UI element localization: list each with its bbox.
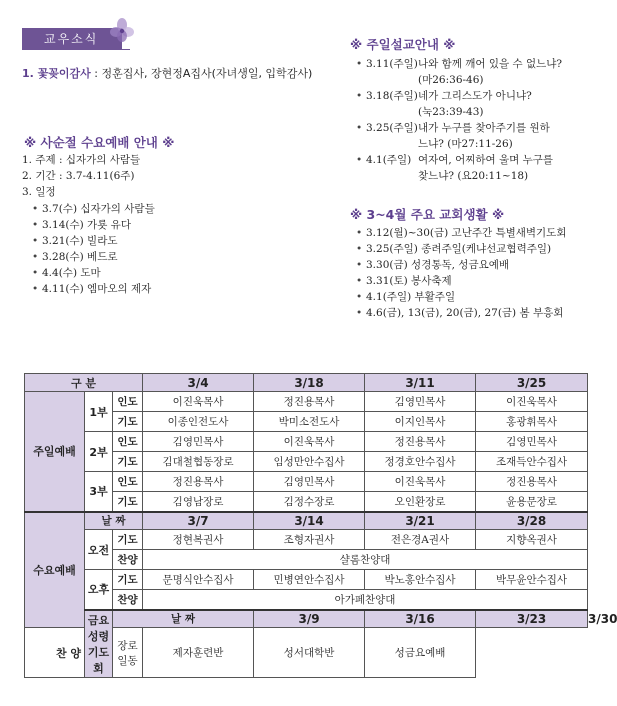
table-cell: 아가페찬양대: [143, 590, 588, 610]
wednesday-date: 3/21: [365, 512, 476, 530]
lent-period: 2. 기간 : 3.7-4.11(6주): [22, 170, 135, 182]
list-item: • 4.1(주일) 부활주일: [346, 289, 586, 305]
table-cell: 샬롬찬양대: [143, 550, 588, 570]
friday-date: 3/16: [365, 610, 476, 628]
table-cell: 홍광휘목사: [476, 412, 588, 432]
date-label: 날 짜: [113, 610, 254, 628]
role-label: 기도: [113, 530, 143, 550]
part-label: 2부: [85, 432, 113, 472]
table-cell: 장로일동: [113, 628, 143, 678]
list-item: [346, 88, 586, 120]
table-cell: 지향옥권사: [476, 530, 588, 550]
flower-icon: [108, 18, 136, 44]
list-item: [346, 120, 586, 152]
lent-title: ※ 사순절 수요예배 안내 ※: [24, 135, 175, 150]
table-cell: 김영민목사: [143, 432, 254, 452]
table-cell: 박무윤안수집사: [476, 570, 588, 590]
sermon-date: • 3.25(주일): [366, 122, 418, 134]
list-item: • 3.25(주일) 종려주일(케냐선교협력주일): [346, 241, 586, 257]
table-row: [25, 530, 588, 550]
friday-label-line1: 금요성령: [87, 613, 110, 643]
table-cell: 박미소전도사: [254, 412, 365, 432]
table-cell: 정진용목사: [365, 432, 476, 452]
lent-theme: 1. 주제 : 십자가의 사람들: [22, 154, 141, 166]
list-item: • 3.28(수) 베드로: [22, 249, 332, 265]
table-cell: 정진용목사: [254, 392, 365, 412]
role-label: 찬양: [113, 550, 143, 570]
part-label: 3부: [85, 472, 113, 512]
role-label: 기도: [113, 570, 143, 590]
sunday-date: 3/11: [365, 374, 476, 392]
table-cell: 이진욱목사: [365, 472, 476, 492]
table-cell: 이진욱목사: [254, 432, 365, 452]
role-label: 인도: [113, 392, 143, 412]
sermon-title: 네가 그리스도가 아니냐?: [418, 90, 532, 102]
table-cell: 임성만안수집사: [254, 452, 365, 472]
table-cell: 김정수장로: [254, 492, 365, 512]
list-item: [346, 56, 586, 88]
part-label: 1부: [85, 392, 113, 432]
friday-label-line2: 기도회: [87, 645, 110, 675]
sermons-title: ※ 주일설교안내 ※: [350, 37, 456, 52]
sermons-list: [346, 56, 586, 184]
table-cell: 민병연안수집사: [254, 570, 365, 590]
evening-label: 오후: [85, 570, 113, 610]
role-label: 기도: [113, 412, 143, 432]
table-cell: 전은경A권사: [365, 530, 476, 550]
sermon-title: 나와 함께 깨어 있을 수 없느냐?: [418, 58, 563, 70]
table-cell: 이지인목사: [365, 412, 476, 432]
banner-rule: [122, 49, 130, 50]
right-column: [346, 36, 586, 321]
header-label: 구 분: [25, 374, 143, 392]
sunday-date: 3/18: [254, 374, 365, 392]
role-label: 찬 양: [25, 628, 113, 678]
list-item: • 4.11(수) 엠마오의 제자: [22, 281, 332, 297]
table-row: [25, 374, 588, 392]
sermon-date: • 4.1(주일): [366, 154, 412, 166]
lent-schedule-label: 3. 일정: [22, 186, 56, 198]
flower-thanks-text: : 정훈집사, 장현정A집사(자녀생일, 입학감사): [90, 67, 313, 80]
table-cell: 성금요예배: [365, 628, 476, 678]
table-row: [25, 432, 588, 452]
sunday-service-label: 주일예배: [25, 392, 85, 512]
table-cell: 정진용목사: [476, 472, 588, 492]
table-cell: 제자훈련반: [143, 628, 254, 678]
table-cell: 오인환장로: [365, 492, 476, 512]
left-column: [22, 66, 332, 297]
role-label: 인도: [113, 472, 143, 492]
list-item: • 3.14(수) 가룟 유다: [22, 217, 332, 233]
events-list: [346, 225, 586, 321]
list-item: • 3.7(수) 십자가의 사람들: [22, 201, 332, 217]
sermon-ref: 느냐? (마27:11-26): [418, 138, 513, 150]
section-banner: 교우소식: [22, 28, 122, 50]
morning-label: 오전: [85, 530, 113, 570]
table-row: [25, 472, 588, 492]
flower-thanks-label: 1. 꽃꽂이감사: [22, 67, 91, 80]
table-cell: 윤용문장로: [476, 492, 588, 512]
table-cell: 정진용목사: [143, 472, 254, 492]
table-row: [25, 570, 588, 590]
table-row: 금요성령 기도회 날 짜 3/9 3/16 3/23 3/30: [25, 610, 588, 628]
list-item: • 3.12(월)~30(금) 고난주간 특별새벽기도회: [346, 225, 586, 241]
table-cell: 김대철협동장로: [143, 452, 254, 472]
flower-thanks: [22, 66, 332, 82]
sermon-ref: 찾느냐? (요20:11~18): [418, 170, 529, 182]
table-row: [25, 512, 588, 530]
sermon-ref: (마26:36-46): [418, 74, 484, 86]
list-item: • 3.31(토) 봉사축제: [346, 273, 586, 289]
table-cell: 이진욱목사: [476, 392, 588, 412]
sermon-date: • 3.18(주일): [366, 90, 418, 102]
events-title: ※ 3~4월 주요 교회생활 ※: [350, 207, 505, 222]
lent-schedule-list: [22, 201, 332, 297]
table-cell: 이진욱목사: [143, 392, 254, 412]
table-cell: 김영민목사: [476, 432, 588, 452]
sunday-date: 3/25: [476, 374, 588, 392]
table-cell: 김영민목사: [254, 472, 365, 492]
role-label: 찬양: [113, 590, 143, 610]
wednesday-service-label: 수요예배: [25, 512, 85, 628]
table-cell: 성서대학반: [254, 628, 365, 678]
sunday-date: 3/4: [143, 374, 254, 392]
table-cell: 김영남장로: [143, 492, 254, 512]
list-item: [346, 152, 586, 184]
role-label: 인도: [113, 432, 143, 452]
table-cell: 조형자권사: [254, 530, 365, 550]
friday-date: 3/9: [254, 610, 365, 628]
table-row: [25, 392, 588, 412]
list-item: • 4.6(금), 13(금), 20(금), 27(금) 봄 부흥회: [346, 305, 586, 321]
sermon-title: 내가 누구를 찾아주기를 원하: [418, 122, 550, 134]
table-cell: 정현복권사: [143, 530, 254, 550]
table-cell: 박노홍안수집사: [365, 570, 476, 590]
table-cell: 조재득안수집사: [476, 452, 588, 472]
list-item: • 3.30(금) 성경통독, 성금요예배: [346, 257, 586, 273]
role-label: 기도: [113, 452, 143, 472]
wednesday-date: 3/7: [143, 512, 254, 530]
list-item: • 4.4(수) 도마: [22, 265, 332, 281]
table-cell: 정경호안수집사: [365, 452, 476, 472]
table-cell: 김영민목사: [365, 392, 476, 412]
wednesday-date: 3/14: [254, 512, 365, 530]
table-cell: 문명식안수집사: [143, 570, 254, 590]
service-schedule-table: [24, 373, 617, 678]
list-item: • 3.21(수) 빌라도: [22, 233, 332, 249]
friday-date: 3/23: [476, 610, 588, 628]
sermon-date: • 3.11(주일): [366, 58, 418, 70]
role-label: 기도: [113, 492, 143, 512]
date-label: 날 짜: [85, 512, 143, 530]
table-cell: 이종인전도사: [143, 412, 254, 432]
sermon-ref: (눅23:39-43): [418, 106, 484, 118]
sermon-title: 여자여, 어찌하여 울며 누구를: [418, 154, 554, 166]
wednesday-date: 3/28: [476, 512, 588, 530]
